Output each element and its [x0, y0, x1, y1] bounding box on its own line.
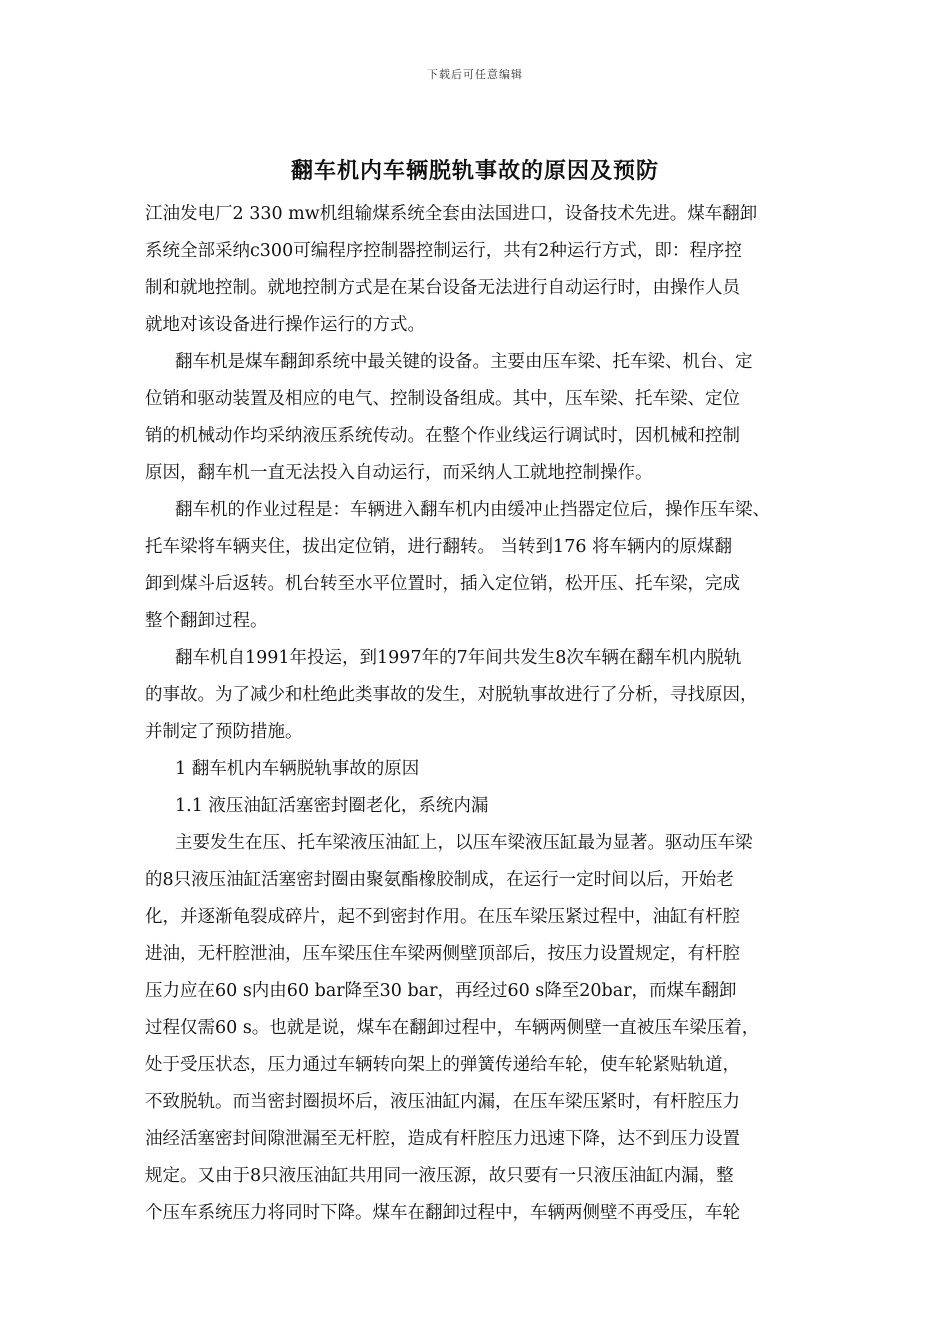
text-line: 江油发电厂2 330 mw机组输煤系统全套由法国进口，设备技术先进。煤车翻卸	[145, 204, 758, 224]
text-line: 处于受压状态，压力通过车辆转向架上的弹簧传递给车轮，使车轮紧贴轨道，	[145, 1055, 740, 1075]
subsection-heading: 1.1 液压油缸活塞密封圈老化，系统内漏	[175, 796, 489, 816]
document-body	[145, 196, 809, 1232]
text-line: 化，并逐渐龟裂成碎片，起不到密封作用。在压车梁压紧过程中，油缸有杆腔	[145, 907, 740, 927]
text-line: 翻车机是煤车翻卸系统中最关键的设备。主要由压车梁、托车梁、机台、定	[175, 352, 753, 372]
text-line: 压力应在60 s内由60 bar降至30 bar，再经过60 s降至20bar，而煤车翻卸	[145, 981, 737, 1001]
text-line: 油经活塞密封间隙泄漏至无杆腔，造成有杆腔压力迅速下降，达不到压力设置	[145, 1129, 740, 1149]
text-line: 主要发生在压、托车梁液压油缸上，以压车梁液压缸最为显著。驱动压车梁	[175, 833, 753, 853]
text-line: 不致脱轨。而当密封圈损坏后，液压油缸内漏，在压车梁压紧时，有杆腔压力	[145, 1092, 740, 1112]
text-line: 的事故。为了减少和杜绝此类事故的发生，对脱轨事故进行了分析，寻找原因，	[145, 685, 758, 705]
text-line: 销的机械动作均采纳液压系统传动。在整个作业线运行调试时，因机械和控制	[145, 426, 740, 446]
text-line: 就地对该设备进行操作运行的方式。	[145, 315, 425, 335]
text-line: 规定。又由于8只液压油缸共用同一液压源，故只要有一只液压油缸内漏，整	[145, 1166, 734, 1186]
text-line: 位销和驱动装置及相应的电气、控制设备组成。其中，压车梁、托车梁、定位	[145, 389, 740, 409]
text-line: 翻车机自1991年投运，到1997年的7年间共发生8次车辆在翻车机内脱轨	[175, 648, 742, 668]
text-line: 整个翻卸过程。	[145, 611, 268, 631]
text-line: 翻车机的作业过程是：车辆进入翻车机内由缓冲止挡器定位后，操作压车梁、	[175, 500, 770, 520]
text-line: 制和就地控制。就地控制方式是在某台设备无法进行自动运行时，由操作人员	[145, 278, 740, 298]
text-line: 系统全部采纳c300可编程序控制器控制运行，共有2种运行方式，即：程序控	[145, 241, 742, 261]
text-line: 原因，翻车机一直无法投入自动运行，而采纳人工就地控制操作。	[145, 463, 653, 483]
text-line: 过程仅需60 s。也就是说，煤车在翻卸过程中，车辆两侧壁一直被压车梁压着，	[145, 1018, 760, 1038]
document-title: 翻车机内车辆脱轨事故的原因及预防	[290, 159, 659, 184]
text-line: 进油，无杆腔泄油，压车梁压住车梁两侧壁顶部后，按压力设置规定，有杆腔	[145, 944, 740, 964]
text-line: 并制定了预防措施。	[145, 722, 303, 742]
text-line: 的8只液压油缸活塞密封圈由聚氨酯橡胶制成，在运行一定时间以后，开始老	[145, 870, 734, 890]
text-line: 个压车系统压力将同时下降。煤车在翻卸过程中，车辆两侧壁不再受压，车轮	[145, 1203, 740, 1223]
text-line: 卸到煤斗后返转。机台转至水平位置时，插入定位销，松开压、托车梁，完成	[145, 574, 740, 594]
header-note: 下载后可任意编辑	[427, 68, 523, 81]
section-heading: 1 翻车机内车辆脱轨事故的原因	[175, 759, 420, 779]
text-line: 托车梁将车辆夹住，拔出定位销，进行翻转。 当转到176 将车辆内的原煤翻	[145, 537, 733, 557]
